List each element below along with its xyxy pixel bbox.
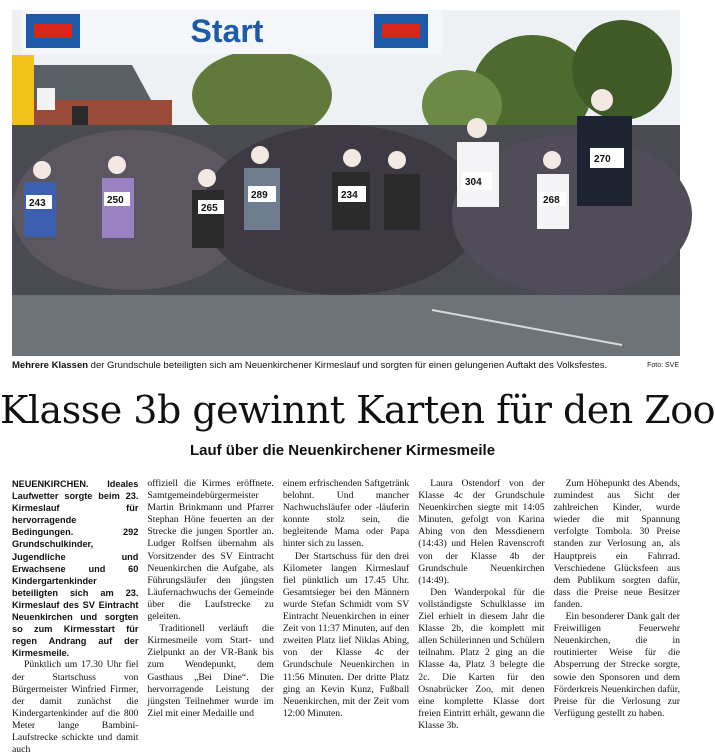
article-paragraph: Zum Höhepunkt des Abends, zumindest aus Sicht der zahlreichen Kinder, wurde wieder die mit Spannung verfolgte Tombola. 30 Preise standen zur Verlosung an, als Hauptpreis ein Fahrrad. Verschiedene Glücksfeen aus dem Publikum sorgten dafür, dass die Preise neue Besitzer fanden. <box>553 478 681 610</box>
photo-credit: Foto: SVE <box>647 362 679 369</box>
race-photo <box>12 10 680 356</box>
article-body <box>12 478 681 756</box>
bib-number: 268 <box>543 195 560 206</box>
bib-number: 289 <box>251 190 268 201</box>
article-paragraph: Ein besonderer Dank galt der Freiwilligen Feuerwehr Neuenkirchen, die in routinierter Weise für die Absperrung der Strecke sorgte, sowie den Sponsoren und dem Förderkreis Neuenkirchen dafür, Preise für die Verlosung zur Verfügung gestellt zu haben. <box>553 611 681 719</box>
article-column-5 <box>553 478 681 719</box>
article-paragraph: offiziell die Kirmes eröffnete. Samtgemeindebürgermeister Martin Brinkmann und Pfarrer Stephan Höne feuerten an der Strecke die jungen Sportler an. Ludger Rolfsen übernahm als Vorsitzender des SV Eintracht Neuenkirchen die Aufgabe, als Führungsläufer den jüngsten Läufernachwuchs der Gemeinde über die Laufstrecke zu geleiten. <box>147 478 274 623</box>
photo-caption <box>12 360 680 372</box>
bib-number: 270 <box>594 154 611 165</box>
article-paragraph: Traditionell verläuft die Kirmesmeile vom Start- und Zielpunkt an der VR-Bank bis zum Wendepunkt, dem Gasthaus „Bei Dine“. Die hervorragende Leistung der jüngsten Teilnehmer wurde im Ziel mit einer Medaille und <box>147 623 274 719</box>
subheadline: Lauf über die Neuenkirchener Kirmesmeile <box>189 442 496 459</box>
article-paragraph: Der Startschuss für den drei Kilometer langen Kirmeslauf fiel pünktlich um 17.45 Uhr. Gesamtsieger bei den Männern wurde Stefan Schmidt vom SV Eintracht Neuenkirchen in einer Zeit von 11:37 Minuten, auf den zweiten Platz lief Niklas Abing, von der Klasse 4c der Grundschule Neuenkirchen in 11:56 Minuten. Der dritte Platz ging an Kevin Kunz, Fußball Neuenkirchen, mit der Zeit vom 12:00 Minuten. <box>282 550 410 719</box>
race-photo-svg <box>12 10 680 356</box>
caption-text: der Grundschule beteiligten sich am Neuenkirchener Kirmeslauf und sorgten für einen gelungenen Auftakt des Volksfestes. <box>88 360 608 371</box>
headline: Klasse 3b gewinnt Karten für den Zoo <box>0 388 715 432</box>
article-paragraph: Laura Ostendorf von der Klasse 4c der Grundschule Neuenkirchen siegte mit 14:05 Minuten, gefolgt von Karina Abing von den Messdienern (14:43) und Helen Ravenscroft von der Klasse 4b der Grundschule Neuenkirchen (14:49). <box>418 478 545 586</box>
banner-text: Start <box>190 13 264 49</box>
article-column-2 <box>147 478 274 719</box>
article-column-4 <box>418 478 545 731</box>
bib-number: 234 <box>341 190 358 201</box>
bib-number: 243 <box>29 198 46 209</box>
article-column-3 <box>282 478 410 719</box>
bib-number: 304 <box>465 177 482 188</box>
article-lead: NEUENKIRCHEN. Ideales Laufwetter sorgte beim 23. Kirmeslauf für hervorragende Bedingungen. 292 Grundschulkinder, Jugendliche und Erwachsene und 60 Kindergartenkinder beteiligten sich am 23. Kirmeslauf des SV Eintracht Neuenkirchen und sorgten so zum Kirmesstart für regen Andrang auf der Kirmesmeile. <box>12 479 139 659</box>
bib-number: 250 <box>107 195 124 206</box>
caption-bold: Mehrere Klassen <box>12 360 89 371</box>
article-paragraph: Pünktlich um 17.30 Uhr fiel der Startschuss von Bürgermeister Winfried Firmer, der damit zunächst die Kindergartenkinder auf die 800 Meter lange Bambini-Laufstrecke schickte und damit auch <box>12 659 139 756</box>
article-column-1 <box>12 478 139 756</box>
article-paragraph: einem erfrischenden Saftgetränk belohnt. Und mancher Nachwuchsläufer oder -läuferin konnte stolz sein, die begleitende Mama oder Papa hinter sich zu lassen. <box>282 478 410 550</box>
bib-number: 265 <box>201 203 218 214</box>
article-paragraph: Den Wanderpokal für die vollständigste Schulklasse im Ziel erhielt in diesem Jahr die Klasse 2b, die komplett mit allen Schülerinnen und Schülern teilnahm. Platz 2 ging an die Klasse 4a, Platz 3 belegte die 2c. Die Karten für den Osnabrücker Zoo, mit denen eine komplette Klasse dort freien Eintritt erhält, gewann die Klasse 3b. <box>418 586 545 731</box>
